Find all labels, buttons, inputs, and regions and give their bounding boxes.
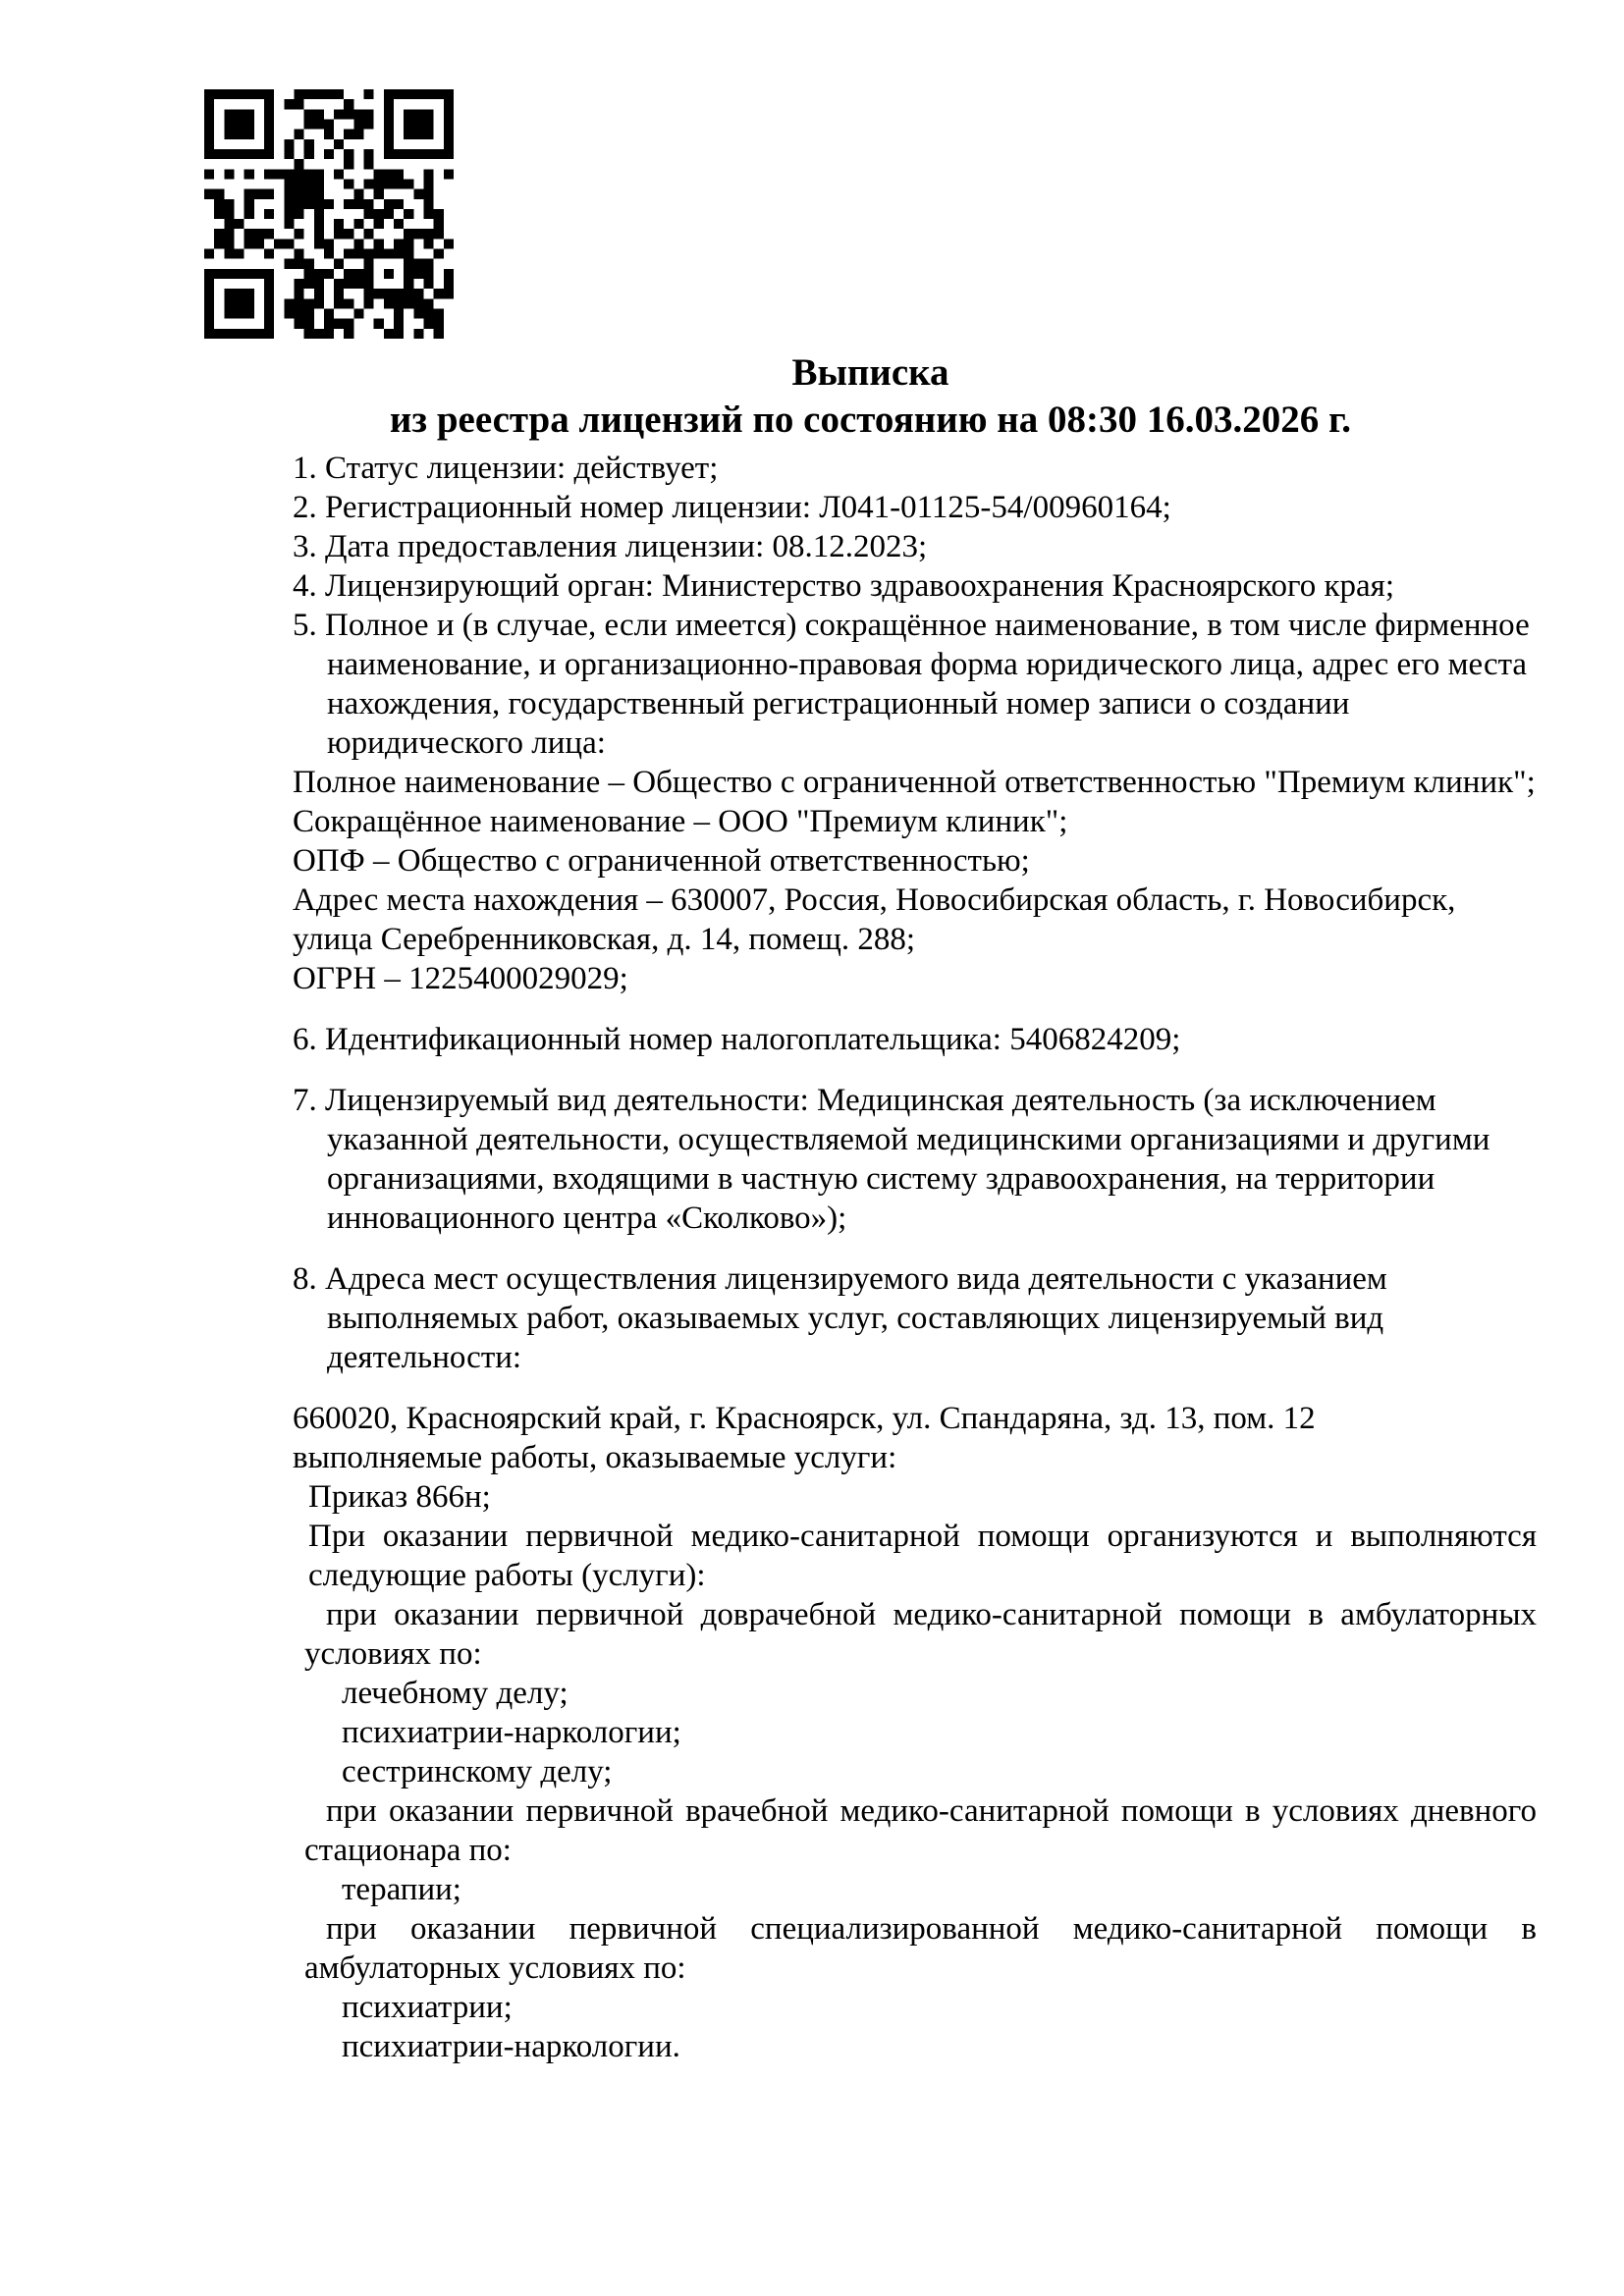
doc-paragraph: 8. Адреса мест осуществления лицензируемого вида деятельности с указанием выполняемых работ, оказываемых услуг, составляющих лицензируемый вид деятельности: <box>293 1261 1387 1375</box>
doc-paragraph: 1. Статус лицензии: действует; <box>293 451 719 486</box>
doc-paragraph: психиатрии-наркологии; <box>342 1715 681 1750</box>
doc-paragraph: Приказ 866н; <box>308 1479 491 1515</box>
doc-paragraph: выполняемые работы, оказываемые услуги: <box>293 1440 897 1475</box>
document-subtitle: из реестра лицензий по состоянию на 08:30 16.03.2026 г. <box>389 399 1352 441</box>
doc-paragraph: 660020, Красноярский край, г. Красноярск, ул. Спандаряна, зд. 13, пом. 12 <box>293 1401 1316 1436</box>
doc-paragraph: Полное наименование – Общество с ограниченной ответственностью "Премиум клиник"; <box>293 765 1536 800</box>
doc-paragraph: ОПФ – Общество с ограниченной ответственностью; <box>293 843 1030 879</box>
doc-paragraph: психиатрии-наркологии. <box>342 2029 680 2064</box>
doc-paragraph: при оказании первичной доврачебной медико-санитарной помощи в амбулаторных условиях по: <box>304 1597 1537 1672</box>
doc-paragraph: При оказании первичной медико-санитарной помощи организуются и выполняются следующие работы (услуги): <box>308 1519 1537 1593</box>
doc-paragraph: при оказании первичной специализированной медико-санитарной помощи в амбулаторных условиях по: <box>304 1911 1537 1986</box>
document-title: Выписка <box>791 351 949 394</box>
doc-paragraph: 5. Полное и (в случае, если имеется) сокращённое наименование, в том числе фирменное наименование, и организационно-правовая форма юридического лица, адрес его места нахождения, государственный регистрационный номер записи о создании юридического лица: <box>293 608 1530 761</box>
doc-paragraph: 3. Дата предоставления лицензии: 08.12.2023; <box>293 529 928 564</box>
doc-paragraph: психиатрии; <box>342 1990 513 2025</box>
paragraph-list <box>293 449 1537 2066</box>
doc-paragraph: 6. Идентификационный номер налогоплательщика: 5406824209; <box>293 1022 1181 1057</box>
doc-paragraph: Адрес места нахождения – 630007, Россия, Новосибирская область, г. Новосибирск, улица Серебренниковская, д. 14, помещ. 288; <box>293 882 1456 957</box>
document-content <box>293 0 1537 2066</box>
doc-paragraph: при оказании первичной врачебной медико-санитарной помощи в условиях дневного стационара по: <box>304 1793 1537 1868</box>
doc-paragraph: терапии; <box>342 1872 461 1907</box>
doc-paragraph: лечебному делу; <box>342 1676 568 1711</box>
doc-paragraph: 4. Лицензирующий орган: Министерство здравоохранения Красноярского края; <box>293 568 1394 604</box>
doc-paragraph: 2. Регистрационный номер лицензии: Л041-01125-54/00960164; <box>293 490 1171 525</box>
doc-paragraph: Сокращённое наименование – ООО "Премиум клиник"; <box>293 804 1068 839</box>
doc-paragraph: 7. Лицензируемый вид деятельности: Медицинская деятельность (за исключением указанной деятельности, осуществляемой медицинскими организациями и другими организациями, входящими в частную систему здравоохранения, на территории инновационного центра «Сколково»); <box>293 1083 1490 1236</box>
doc-paragraph: сестринскому делу; <box>342 1754 613 1789</box>
doc-paragraph: ОГРН – 1225400029029; <box>293 961 628 996</box>
